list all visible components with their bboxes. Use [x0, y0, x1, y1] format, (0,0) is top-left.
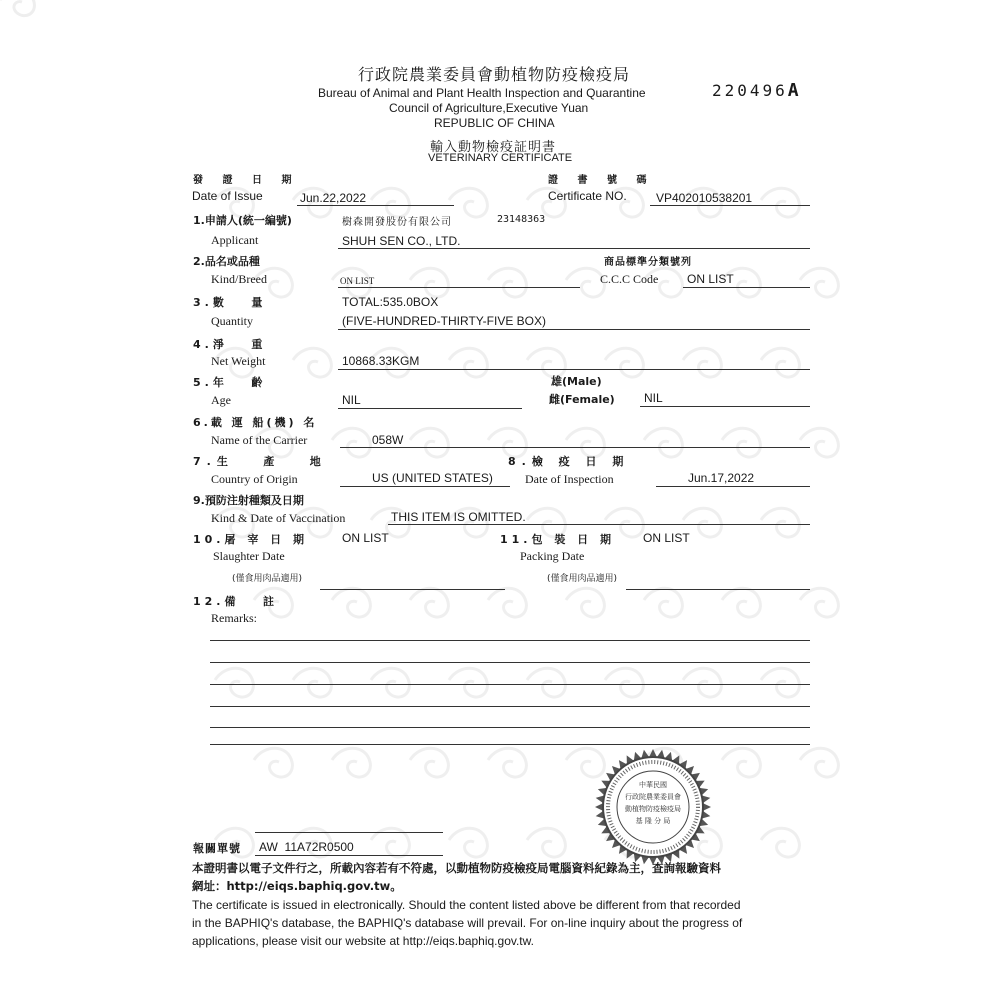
slaughter-note: (僅食用肉品適用): [232, 574, 303, 584]
seal-line-4: 基 隆 分 局: [635, 817, 671, 825]
origin-label-zh: 7.生 產 地: [193, 455, 327, 468]
inspection-label-en: Date of Inspection: [525, 472, 614, 486]
quantity-words: (FIVE-HUNDRED-THIRTY-FIVE BOX): [342, 314, 547, 328]
ccc-label-zh: 商品標準分類號列: [604, 257, 692, 268]
remarks-line-4: [210, 706, 810, 707]
seal-line-2: 行政院農業委員會: [625, 793, 681, 801]
applicant-underline: [338, 248, 810, 249]
vaccination-underline: [388, 524, 810, 525]
header-en-council: Council of Agriculture,Executive Yuan: [389, 101, 589, 115]
age-underline: [338, 408, 522, 409]
packing-label-zh: 11.包 裝 日 期: [500, 533, 615, 546]
customs-value: AW 11A72R0500: [259, 840, 354, 854]
packing-note: (僅食用肉品適用): [547, 574, 618, 584]
customs-label: 報關單號: [193, 842, 241, 855]
applicant-label-zh: 1.申請人(統一編號): [193, 214, 292, 227]
serial-number: [712, 80, 802, 101]
origin-underline: [340, 486, 510, 487]
net-weight-label-zh: 4.淨 重: [193, 338, 267, 351]
kind-label-zh: 2.品名或品種: [193, 255, 260, 268]
kind-value: ON LIST: [340, 276, 375, 286]
male-label: 雄(Male): [551, 375, 602, 388]
remarks-line-2: [210, 662, 810, 663]
slaughter-label-en: Slaughter Date: [213, 549, 285, 563]
packing-underline: [626, 589, 810, 590]
inspection-value: Jun.17,2022: [688, 471, 755, 485]
net-weight-underline: [338, 369, 810, 370]
applicant-name-zh: 樹森開發股份有限公司: [342, 217, 452, 228]
vaccination-label-en: Kind & Date of Vaccination: [211, 511, 346, 525]
ccc-underline: [683, 287, 810, 288]
cert-underline: [650, 205, 810, 206]
remarks-line-3: [210, 684, 810, 685]
carrier-value: 058W: [372, 433, 404, 447]
carrier-underline: [340, 447, 810, 448]
packing-label-en: Packing Date: [520, 549, 585, 563]
net-weight-value: 10868.33KGM: [342, 354, 420, 368]
remarks-line-5: [210, 727, 810, 728]
carrier-label-zh: 6.載 運 船(機) 名: [193, 416, 318, 429]
applicant-label-en: Applicant: [211, 233, 259, 247]
age-value: NIL: [342, 393, 361, 407]
inspection-underline: [656, 486, 810, 487]
remarks-line-6: [210, 744, 810, 745]
seal-line-1: 中華民國: [639, 781, 667, 789]
header-en-country: REPUBLIC OF CHINA: [434, 116, 555, 130]
applicant-tax-id: 23148363: [497, 214, 546, 225]
serial-digits: 220496: [712, 81, 788, 100]
header-zh-subtitle: 輸入動物檢疫証明書: [430, 140, 557, 155]
quantity-value: TOTAL:535.0BOX: [342, 295, 439, 309]
quantity-label-en: Quantity: [211, 314, 253, 328]
female-label: 雌(Female): [549, 393, 615, 406]
header-zh-title: 行政院農業委員會動植物防疫檢疫局: [358, 65, 631, 84]
ccc-value: ON LIST: [687, 272, 734, 286]
notice-zh-line-1: 本證明書以電子文件行之，所載內容若有不符處，以動植物防疫檢疫局電腦資料紀錄為主，查詢報驗資料: [192, 861, 721, 875]
slaughter-value: ON LIST: [342, 531, 389, 545]
carrier-label-en: Name of the Carrier: [211, 433, 308, 447]
applicant-name-en: SHUH SEN CO., LTD.: [342, 234, 461, 248]
cert-label-zh: 證 書 號 碼: [548, 175, 655, 186]
customs-underline-2: [255, 855, 443, 856]
notice-zh-line-2: 網址：http://eiqs.baphiq.gov.tw。: [192, 879, 402, 893]
origin-label-en: Country of Origin: [211, 472, 298, 486]
notice-en-line-1: The certificate is issued in electronically. Should the content listed above be different from that recorded: [192, 898, 741, 912]
inspection-label-zh: 8.檢 疫 日 期: [508, 455, 630, 468]
cert-label-en: Certificate NO.: [548, 189, 627, 203]
cert-number-value: VP402010538201: [656, 191, 753, 205]
slaughter-label-zh: 10.屠 宰 日 期: [193, 533, 308, 546]
quantity-label-zh: 3.數 量: [193, 296, 267, 309]
notice-en-line-2: in the BAPHIQ's database, the BAPHIQ's database will prevail. For on-line inquiry about the progress of: [192, 916, 743, 930]
packing-value: ON LIST: [643, 531, 690, 545]
vaccination-label-zh: 9.預防注射種類及日期: [193, 494, 304, 507]
issue-label-en: Date of Issue: [192, 189, 263, 203]
remarks-line-1: [210, 640, 810, 641]
header-en-subtitle: VETERINARY CERTIFICATE: [428, 152, 573, 164]
issue-label-zh: 發 證 日 期: [193, 175, 300, 186]
age-label-en: Age: [211, 393, 231, 407]
kind-label-en: Kind/Breed: [211, 272, 267, 286]
issue-underline: [297, 205, 454, 206]
origin-value: US (UNITED STATES): [372, 471, 493, 485]
slaughter-underline: [320, 589, 505, 590]
sex-value: NIL: [644, 391, 663, 405]
quantity-underline: [338, 329, 810, 330]
notice-en-line-3: applications, please visit our website at http://eiqs.baphiq.gov.tw.: [192, 934, 534, 948]
remarks-label-zh: 12.備 註: [193, 595, 278, 608]
customs-underline: [255, 832, 443, 833]
remarks-label-en: Remarks:: [211, 611, 257, 625]
sex-underline: [640, 406, 810, 407]
kind-underline: [338, 287, 580, 288]
age-label-zh: 5.年 齡: [193, 376, 267, 389]
vaccination-value: THIS ITEM IS OMITTED.: [391, 510, 526, 524]
official-seal: [594, 748, 712, 866]
header-en-bureau: Bureau of Animal and Plant Health Inspection and Quarantine: [318, 86, 646, 100]
serial-suffix: A: [787, 80, 802, 101]
ccc-label-en: C.C.C Code: [600, 272, 659, 286]
issue-date-value: Jun.22,2022: [300, 191, 367, 205]
net-weight-label-en: Net Weight: [211, 354, 266, 368]
seal-line-3: 動植物防疫檢疫局: [625, 805, 681, 813]
